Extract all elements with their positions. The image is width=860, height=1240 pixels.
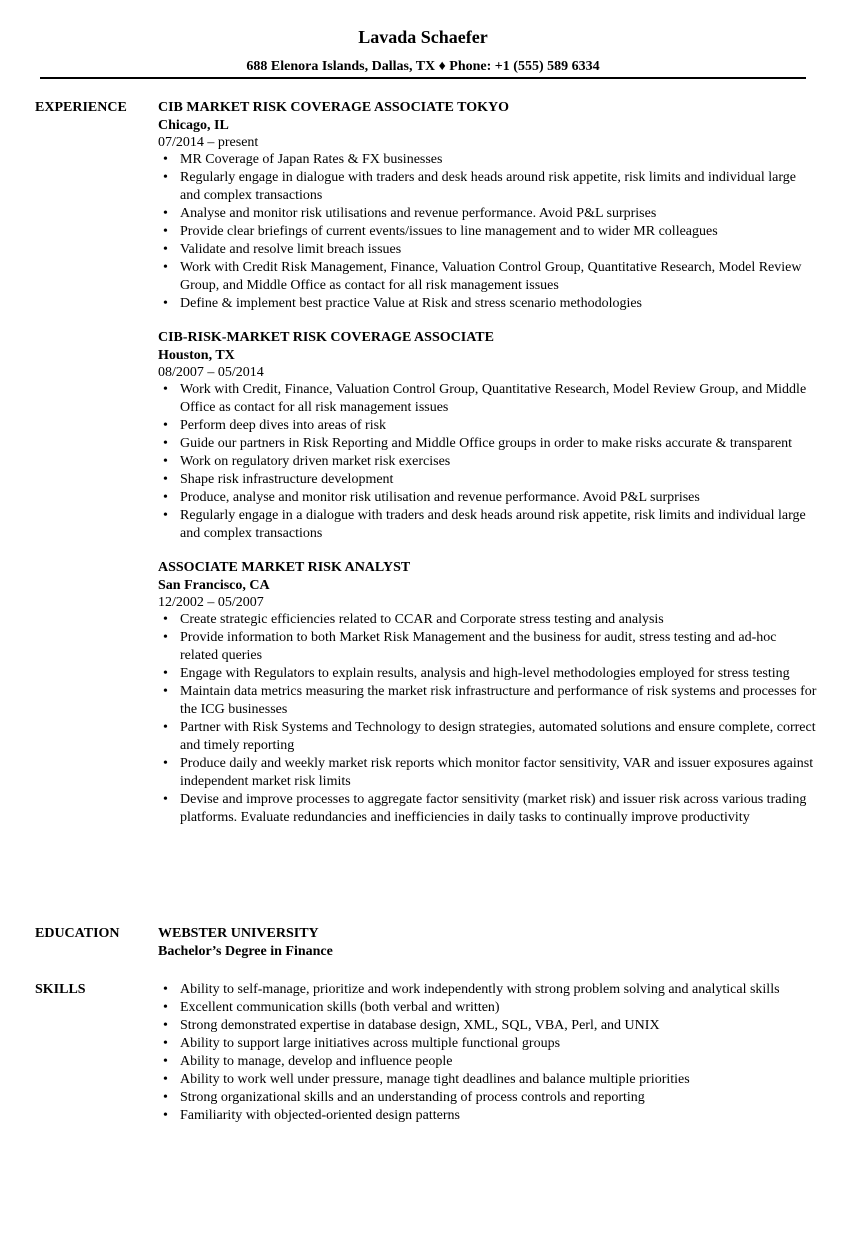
- job-bullets: [158, 381, 818, 543]
- list-item: [158, 507, 818, 543]
- bullet-icon: •: [163, 472, 168, 487]
- bullet-text: Regularly engage in a dialogue with traders and desk heads around risk appetite, risk limits and individual large and complex transactions: [180, 508, 806, 541]
- bullet-text: Guide our partners in Risk Reporting and Middle Office groups in order to make risks accurate & transparent: [180, 436, 793, 451]
- bullet-text: Provide information to both Market Risk Management and the business for audit, stress testing and ad-hoc related queries: [180, 630, 777, 663]
- job-entry: [158, 559, 818, 827]
- skills-list: [158, 981, 818, 1125]
- bullet-text: Create strategic efficiencies related to CCAR and Corporate stress testing and analysis: [180, 612, 664, 627]
- bullet-icon: •: [163, 418, 168, 433]
- list-item: [158, 205, 818, 223]
- list-item: [158, 1053, 818, 1071]
- skills-body: [158, 981, 818, 1125]
- job-bullets: [158, 151, 818, 313]
- list-item: [158, 665, 818, 683]
- job-location: San Francisco, CA: [158, 578, 270, 593]
- bullet-icon: •: [163, 170, 168, 185]
- bullet-icon: •: [163, 612, 168, 627]
- bullet-icon: •: [163, 1072, 168, 1087]
- bullet-icon: •: [163, 508, 168, 523]
- list-item: [158, 629, 818, 665]
- bullet-icon: •: [163, 296, 168, 311]
- bullet-text: Provide clear briefings of current events/issues to line management and to wider MR colleagues: [180, 224, 718, 239]
- list-item: [158, 1107, 818, 1125]
- bullet-text: Produce daily and weekly market risk reports which monitor factor sensitivity, VAR and issuer exposures against independent market risk limits: [180, 756, 814, 789]
- experience-list: [158, 99, 818, 843]
- bullet-icon: •: [163, 382, 168, 397]
- header-divider: [40, 77, 806, 79]
- bullet-text: Devise and improve processes to aggregate factor sensitivity (market risk) and issuer risk across various trading platforms. Evaluate redundancies and inefficiencies in daily tasks to continually improve productivity: [180, 792, 807, 825]
- bullet-text: Ability to self-manage, prioritize and work independently with strong problem solving and analytical skills: [180, 982, 780, 997]
- bullet-icon: •: [163, 436, 168, 451]
- school-name: WEBSTER UNIVERSITY: [158, 926, 319, 941]
- experience-heading: EXPERIENCE: [35, 100, 127, 115]
- bullet-text: Validate and resolve limit breach issues: [180, 242, 402, 257]
- job-title: CIB-RISK-MARKET RISK COVERAGE ASSOCIATE: [158, 330, 494, 345]
- bullet-text: Shape risk infrastructure development: [180, 472, 394, 487]
- list-item: [158, 381, 818, 417]
- candidate-name: Lavada Schaefer: [358, 27, 488, 47]
- bullet-icon: •: [163, 1000, 168, 1015]
- list-item: [158, 1071, 818, 1089]
- bullet-text: Work with Credit Risk Management, Finance, Valuation Control Group, Quantitative Research, Model Review Group, and Middle Office as contact for all risk management issues: [180, 260, 802, 293]
- job-dates: 12/2002 – 05/2007: [158, 595, 264, 610]
- job-title: CIB MARKET RISK COVERAGE ASSOCIATE TOKYO: [158, 100, 509, 115]
- list-item: [158, 1089, 818, 1107]
- job-location: Chicago, IL: [158, 118, 229, 133]
- list-item: [158, 489, 818, 507]
- list-item: [158, 223, 818, 241]
- bullet-icon: •: [163, 224, 168, 239]
- job-dates: 08/2007 – 05/2014: [158, 365, 264, 380]
- bullet-text: Engage with Regulators to explain results, analysis and high-level methodologies employed for stress testing: [180, 666, 790, 681]
- list-item: [158, 611, 818, 629]
- list-item: [158, 755, 818, 791]
- bullet-icon: •: [163, 1036, 168, 1051]
- job-entry: [158, 329, 818, 543]
- education-heading: EDUCATION: [35, 926, 120, 941]
- list-item: [158, 999, 818, 1017]
- list-item: [158, 1035, 818, 1053]
- bullet-icon: •: [163, 490, 168, 505]
- list-item: [158, 435, 818, 453]
- list-item: [158, 241, 818, 259]
- list-item: [158, 259, 818, 295]
- bullet-text: Ability to manage, develop and influence people: [180, 1054, 453, 1069]
- bullet-icon: •: [163, 454, 168, 469]
- list-item: [158, 295, 818, 313]
- bullet-icon: •: [163, 260, 168, 275]
- bullet-text: Regularly engage in dialogue with traders and desk heads around risk appetite, risk limits and individual large and complex transactions: [180, 170, 796, 203]
- bullet-icon: •: [163, 684, 168, 699]
- list-item: [158, 791, 818, 827]
- bullet-icon: •: [163, 242, 168, 257]
- bullet-icon: •: [163, 1090, 168, 1105]
- bullet-icon: •: [163, 152, 168, 167]
- list-item: [158, 151, 818, 169]
- bullet-icon: •: [163, 666, 168, 681]
- list-item: [158, 417, 818, 435]
- education-body: [158, 925, 818, 961]
- list-item: [158, 471, 818, 489]
- bullet-text: Strong organizational skills and an understanding of process controls and reporting: [180, 1090, 645, 1105]
- skills-heading: SKILLS: [35, 982, 86, 997]
- bullet-text: Analyse and monitor risk utilisations and revenue performance. Avoid P&L surprises: [180, 206, 657, 221]
- bullet-icon: •: [163, 1018, 168, 1033]
- contact-line: 688 Elenora Islands, Dallas, TX ♦ Phone: +1 (555) 589 6334: [246, 59, 600, 74]
- bullet-icon: •: [163, 1108, 168, 1123]
- bullet-icon: •: [163, 720, 168, 735]
- degree: Bachelor’s Degree in Finance: [158, 944, 333, 959]
- bullet-text: Perform deep dives into areas of risk: [180, 418, 387, 433]
- list-item: [158, 453, 818, 471]
- bullet-icon: •: [163, 630, 168, 645]
- bullet-text: Ability to work well under pressure, manage tight deadlines and balance multiple priorities: [180, 1072, 690, 1087]
- bullet-text: Ability to support large initiatives across multiple functional groups: [180, 1036, 561, 1051]
- bullet-text: Familiarity with objected-oriented design patterns: [180, 1108, 460, 1123]
- bullet-text: MR Coverage of Japan Rates & FX businesses: [180, 152, 443, 167]
- job-entry: [158, 99, 818, 313]
- bullet-text: Define & implement best practice Value at Risk and stress scenario methodologies: [180, 296, 643, 311]
- bullet-text: Produce, analyse and monitor risk utilisation and revenue performance. Avoid P&L surprises: [180, 490, 700, 505]
- bullet-icon: •: [163, 1054, 168, 1069]
- list-item: [158, 683, 818, 719]
- bullet-icon: •: [163, 792, 168, 807]
- bullet-text: Excellent communication skills (both verbal and written): [180, 1000, 500, 1015]
- list-item: [158, 1017, 818, 1035]
- bullet-icon: •: [163, 982, 168, 997]
- list-item: [158, 719, 818, 755]
- job-bullets: [158, 611, 818, 827]
- bullet-icon: •: [163, 756, 168, 771]
- bullet-text: Strong demonstrated expertise in database design, XML, SQL, VBA, Perl, and UNIX: [180, 1018, 660, 1033]
- bullet-text: Partner with Risk Systems and Technology to design strategies, automated solutions and ensure complete, correct and timely reporting: [180, 720, 816, 753]
- list-item: [158, 169, 818, 205]
- job-location: Houston, TX: [158, 348, 235, 363]
- bullet-text: Maintain data metrics measuring the market risk infrastructure and performance of risk systems and processes for the ICG businesses: [180, 684, 817, 717]
- bullet-icon: •: [163, 206, 168, 221]
- job-title: ASSOCIATE MARKET RISK ANALYST: [158, 560, 411, 575]
- list-item: [158, 981, 818, 999]
- bullet-text: Work with Credit, Finance, Valuation Control Group, Quantitative Research, Model Review Group, and Middle Office as contact for all risk management issues: [180, 382, 807, 415]
- job-dates: 07/2014 – present: [158, 135, 259, 150]
- bullet-text: Work on regulatory driven market risk exercises: [180, 454, 451, 469]
